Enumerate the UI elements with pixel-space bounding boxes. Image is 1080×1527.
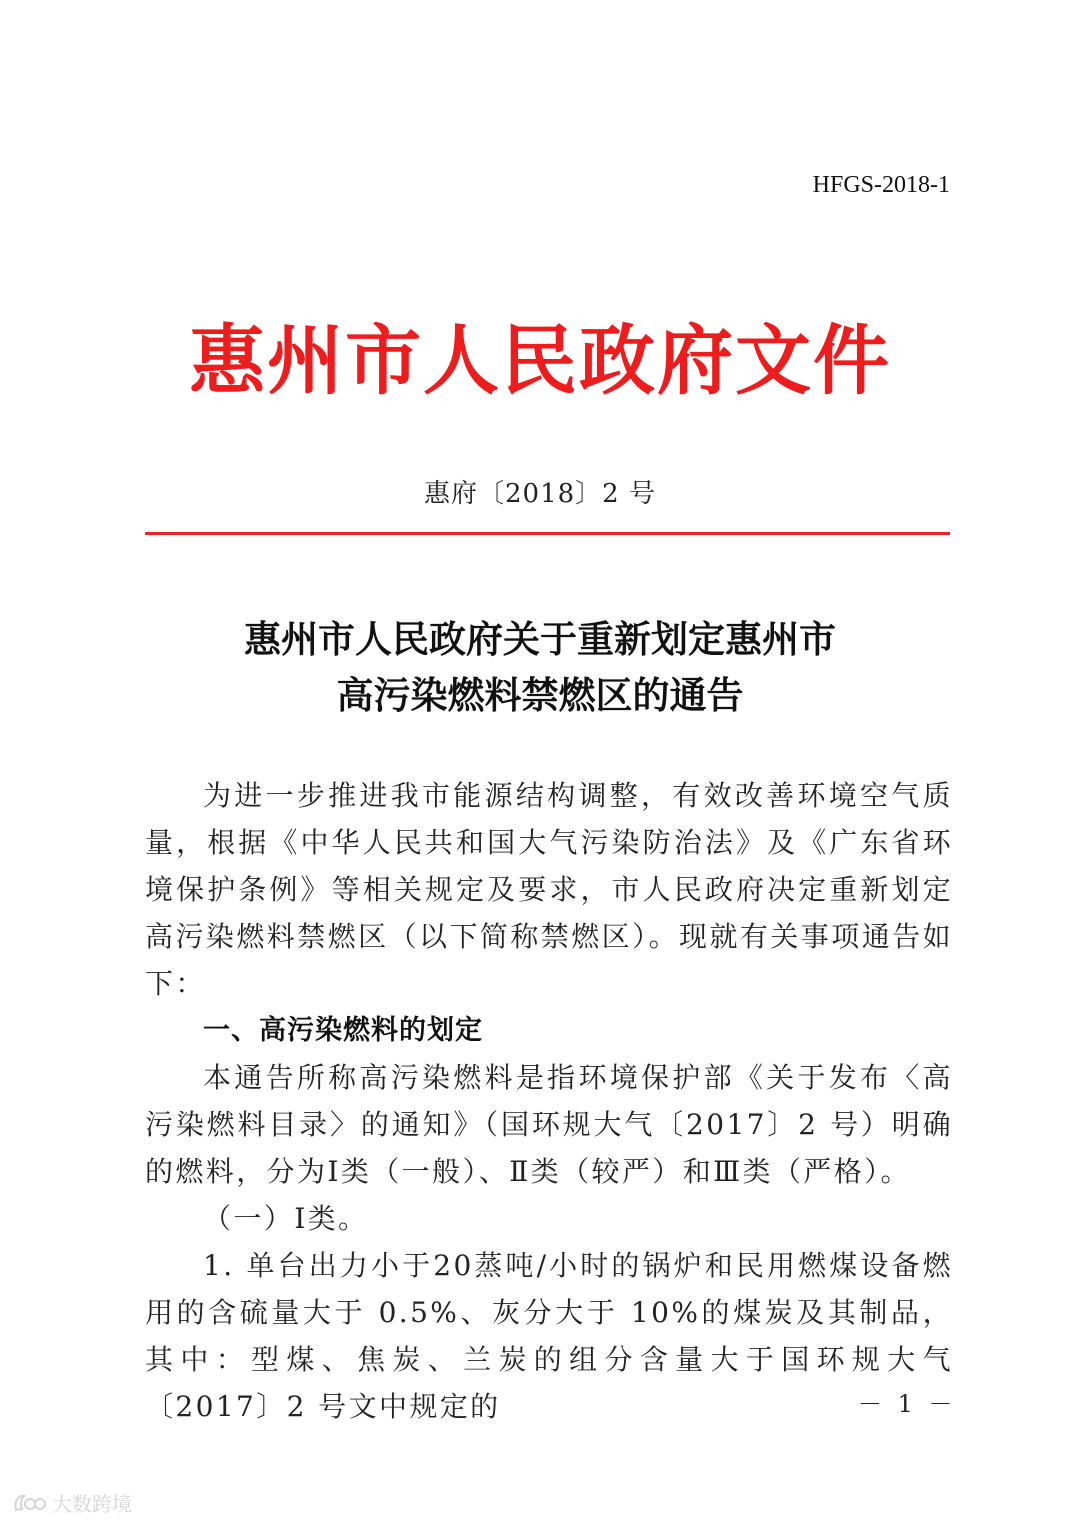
brand-logo-icon xyxy=(12,1492,46,1514)
section-1-paragraph: 本通告所称高污染燃料是指环境保护部《关于发布〈高污染燃料目录〉的通知》（国环规大气〔2017〕2 号）明确的燃料，分为Ⅰ类（一般）、Ⅱ类（较严）和Ⅲ类（严格）。 xyxy=(145,1061,953,1188)
notice-title xyxy=(0,612,1080,724)
watermark-text: 大数跨境 xyxy=(52,1492,132,1516)
section-heading-1: 一、高污染燃料的划定 xyxy=(203,1015,483,1046)
notice-body xyxy=(145,772,953,1430)
item-1-paragraph: 1. 单台出力小于20蒸吨/小时的锅炉和民用燃煤设备燃用的含硫量大于 0.5%、灰分大于 10%的煤炭及其制品，其中：型煤、焦炭、兰炭的组分含量大于国环规大气〔2017〕2 号文中规定的 xyxy=(145,1249,953,1423)
red-divider-rule xyxy=(145,532,950,535)
issuer-red-header: 惠州市人民政府文件 xyxy=(189,316,891,405)
watermark xyxy=(12,1488,132,1517)
intro-paragraph: 为进一步推进我市能源结构调整，有效改善环境空气质量，根据《中华人民共和国大气污染防治法》及《广东省环境保护条例》等相关规定及要求，市人民政府决定重新划定高污染燃料禁燃区（以下简称禁燃区）。现就有关事项通告如下： xyxy=(145,779,953,1000)
document-code: HFGS-2018-1 xyxy=(812,172,950,198)
notice-title-line-2: 高污染燃料禁燃区的通告 xyxy=(336,674,744,717)
document-number: 惠府〔2018〕2 号 xyxy=(424,479,656,509)
subsection-heading-1: （一）Ⅰ类。 xyxy=(203,1202,369,1235)
page-number: － 1 － xyxy=(858,1390,957,1418)
notice-title-line-1: 惠州市人民政府关于重新划定惠州市 xyxy=(244,618,836,661)
